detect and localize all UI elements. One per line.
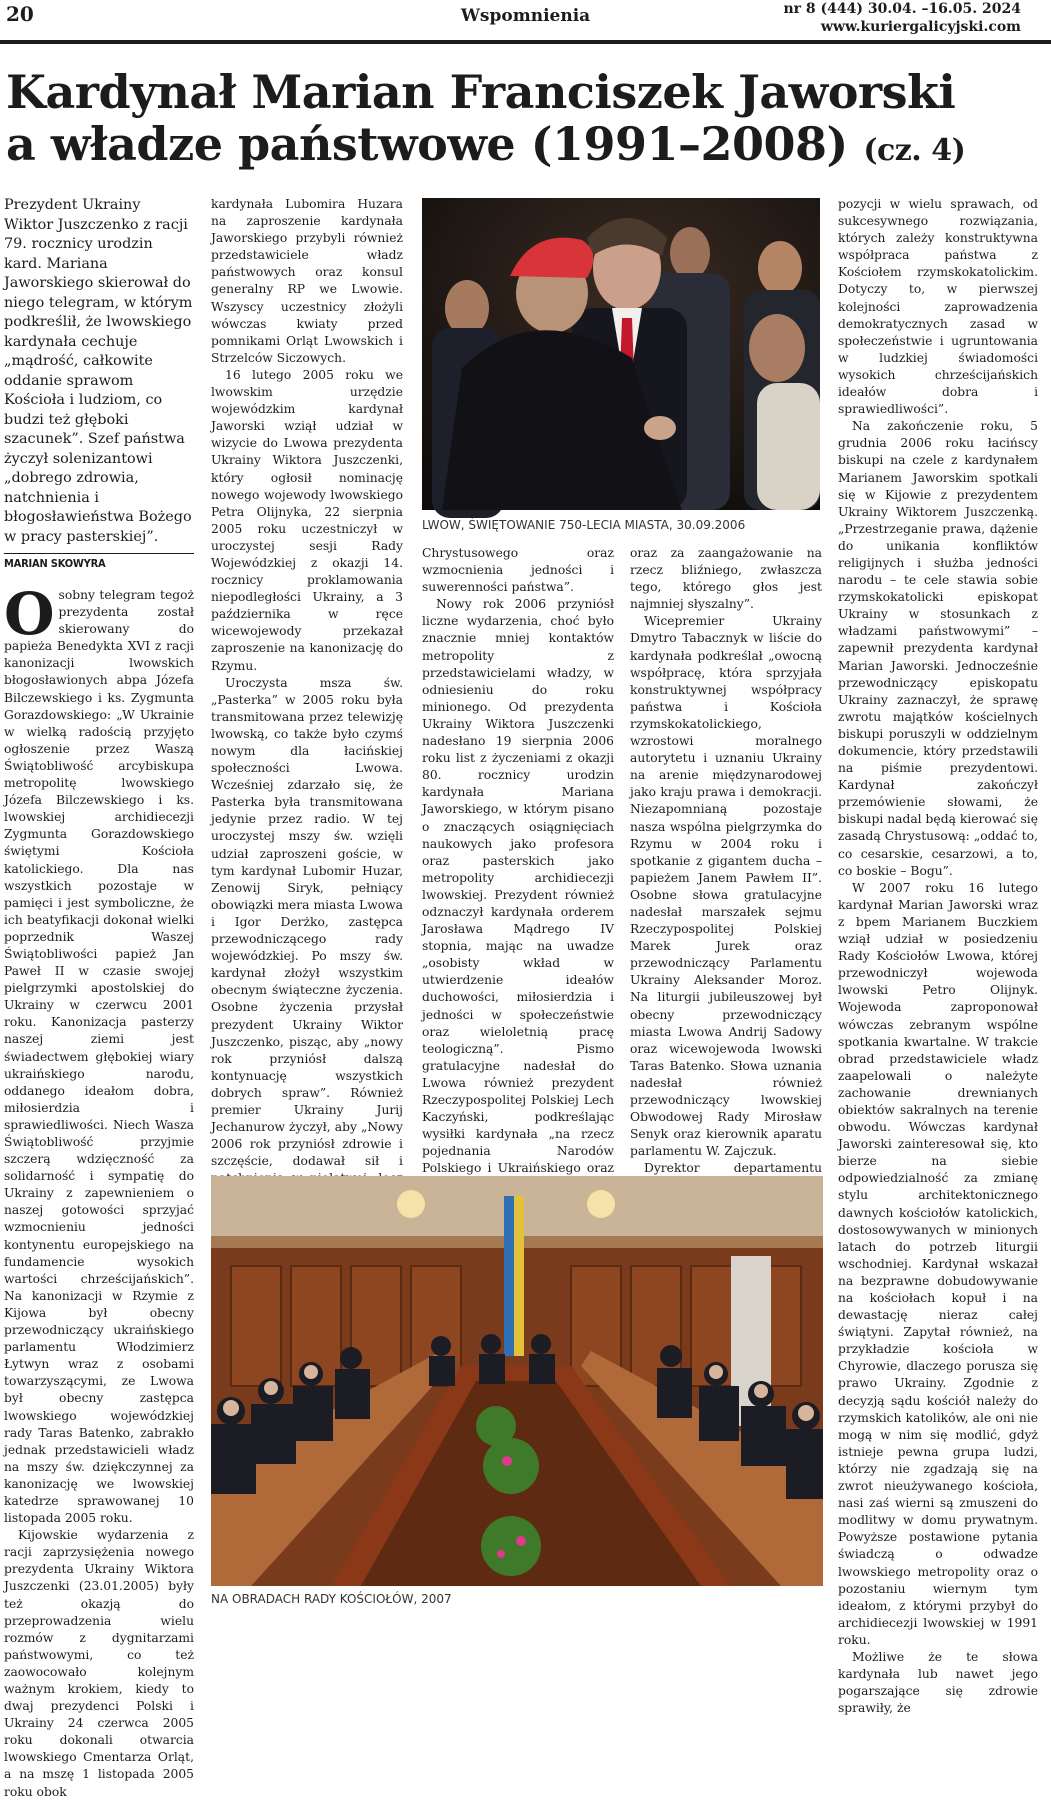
text-column-2 xyxy=(211,196,403,1169)
section-name: Wspomnienia xyxy=(460,6,591,26)
paragraph: oraz za zaangażowanie na rzecz bliźniego, zwłaszcza tego, którego głos jest najmniej słyszalny”. xyxy=(630,546,822,612)
paragraph: Możliwe że te słowa kardynała lub nawet jego pogarszające się zdrowie sprawiły, że xyxy=(838,1649,1038,1716)
drop-cap: O xyxy=(4,580,55,648)
paragraph: 16 lutego 2005 roku we lwowskim urzędzie wojewódzkim kardynał Jaworski wziął udział w wizycie do Lwowa prezydenta Ukrainy Wiktora Juszczenki, który ogłosił nominację nowego wojewody lwowskiego Petra Olijnyka, 22 sierpnia 2005 roku uczestniczył w uroczystej sesji Rady Wojewódzkiej z okazji 14. rocznicy proklamowania niepodległości Ukrainy, a 3 października w ręce wicewojewody przekazał zaproszenie na kanonizację do Rzymu. xyxy=(211,367,403,673)
text-column-3b xyxy=(630,545,822,1176)
photo-caption: NA OBRADACH RADY KOŚCIOŁÓW, 2007 xyxy=(211,1592,452,1606)
paragraph xyxy=(4,580,194,1527)
header-rule xyxy=(0,40,1051,44)
paragraph: Chrystusowego oraz wzmocnienia jedności i suwerenności państwa”. xyxy=(422,546,614,595)
paragraph: Nowy rok 2006 przyniósł liczne wydarzenia, choć było znacznie mniej kontaktów metropolity z przedstawicielami władzy, w odniesieniu do roku minionego. Od prezydenta Ukrainy Wiktora Juszczenki nadesłano 19 sierpnia 2006 roku list z życzeniami z okazji 80. rocznicy urodzin kardynała Mariana Jaworskiego, w którym pisano o znaczących osiągnięciach naukowych jako profesora oraz pasterskich jako metropolity archidiecezji lwowskiej. Prezydent również odznaczył kardynała orderem Jarosława Mądrego IV stopnia, mając na uwadze „osobisty wkład w utwierdzenie ideałów duchowości, miłosierdzia i jedności w społeczeństwie oraz wieloletnią pracę teologiczną”. Pismo gratulacyjne nadesłał do Lwowa również prezydent Rzeczypospolitej Polskiej Lech Kaczyński, podkreślając wysiłki kardynała „na rzecz pojednania Narodów Polskiego i Ukraińskiego oraz xyxy=(422,597,614,1176)
text-column-4 xyxy=(838,196,1038,1716)
photo-lwow-celebration xyxy=(422,198,820,510)
issue-info xyxy=(783,0,1021,36)
paragraph: Wicepremier Ukrainy Dmytro Tabacznyk w liście do kardynała podkreślał „owocną współpracę, która sprzyjała konstruktywnej współpracy państwa i Kościoła rzymskokatolickiego, wzrostowi moralnego autorytetu i uznaniu Ukrainy na arenie międzynarodowej jako kraju prawa i demokracji. Niezapomnianą pozostaje nasza wspólna pielgrzymka do Rzymu w 2004 roku i spotkanie z gigantem ducha – papieżem Janem Pawłem II”. Osobne słowa gratulacyjne nadesłał marszałek sejmu Rzeczypospolitej Polskiej Marek Jurek oraz przewodniczący Parlamentu Ukrainy Aleksander Moroz. Na liturgii jubileuszowej był obecny przewodniczący miasta Lwowa Andrij Sadowy oraz wicewojewoda lwowski Taras Batenko. Słowa uznania nadesłał również przewodniczący lwowskiej Obwodowej Rady Mirosław Senyk oraz kierownik aparatu parlamentu W. Zajczuk. xyxy=(630,614,822,1159)
paragraph: pozycji w wielu sprawach, od sukcesywnego rozwiązania, których zależy konstruktywna współpraca państwa z Kościołem rzymskokatolickim. Dotyczy to, w pierwszej kolejności zaprowadzenia demokratycznych zasad w społeczeństwie i ugruntowania w ludzkiej świadomości wysokich chrześcijańskich ideałów dobra i sprawiedliwości”. xyxy=(838,197,1038,417)
title-part: (cz. 4) xyxy=(863,133,966,168)
title-line-1: Kardynał Marian Franciszek Jaworski xyxy=(6,65,956,119)
lead-paragraph: Prezydent Ukrainy Wiktor Juszczenko z racji 79. rocznicy urodzin kard. Mariana Jaworskiego skierował do niego telegram, w którym podkreślił, że lwowskiego kardynała cechuje „mądrość, całkowite oddanie sprawom Kościoła i ludziom, co budzi też głęboki szacunek”. Szef państwa życzył solenizantowi „dobrego zdrowia, natchnienia i błogosławieństwa Bożego w pracy pasterskiej”. xyxy=(4,197,193,545)
website-link[interactable]: www.kuriergalicyjski.com xyxy=(820,19,1021,35)
paragraph: kardynała Lubomira Huzara na zaproszenie kardynała Jaworskiego przybyli również przedstawiciele władz państwowych oraz konsul generalny RP we Lwowie. Wszyscy uczestnicy złożyli wówczas kwiaty przed pomnikami Orląt Lwowskich i Strzelców Siczowych. xyxy=(211,197,403,365)
paragraph: W 2007 roku 16 lutego kardynał Marian Jaworski wraz z bpem Marianem Buczkiem wziął udział w posiedzeniu Rady Kościołów Lwowa, której przewodniczył wojewoda lwowski Petro Olijnyk. Wojewoda zaproponował wówczas zebranym wspólne spotkania kwartalne. W trakcie obrad przedstawiciele władz zaapelowali o należyte zachowanie drewnianych obiektów sakralnych na terenie obwodu. Wówczas kardynał Jaworski zainteresował się, kto bierze na siebie odpowiedzialność za zmianę stylu architektonicznego dawnych kościołów katolickich, dostosowywanych w minionych latach do potrzeb liturgii wschodniej. Kardynał wskazał na bezprawne dobudowywanie na kościołach kopuł i na dewastację nieraz całej świątyni. Zapytał również, na przykładzie kościoła w Chyrowie, dlaczego porusza się prawo Ukrainy. Zgodnie z decyzją sądu kościół należy do rzymskich katolików, ale oni nie mogą w nim się modlić, gdyż istnieje pewna grupa ludzi, którzy nie zgadzają się na zwrot nieużywanego kościoła, nasi zaś wierni są zmuszeni do modlitwy w domu prywatnym. Powyższe postawione pytania świadczą o odwadze lwowskiego metropolity oraz o pozostaniu wiernym tym ideałom, z którymi przybył do archidiecezji lwowskiej w 1991 roku. xyxy=(838,880,1038,1647)
paragraph: Uroczysta msza św. „Pasterka” w 2005 roku była transmitowana przez telewizję lwowską, co także było czymś nowym dla łacińskiej społeczności Lwowa. Wcześniej zdarzało się, że Pasterka była transmitowana jedynie przez radio. W tej uroczystej mszy św. wzięli udział zaproszeni goście, w tym kardynał Lubomir Huzar, Zenowij Siryk, pełniący obowiązki mera miasta Lwowa i Igor Derżko, zastępca przewodniczącego rady wojewódzkiej. Po mszy św. kardynał złożył wszystkim obecnym świąteczne życzenia. Osobne życzenia przysłał prezydent Ukrainy Wiktor Juszczenko, pisząc, aby „nowy rok przyniósł dalszą kontynuację wszystkich dobrych spraw”. Również premier Ukrainy Jurij Jechanurow życzył, aby „Nowy 2006 rok przyniósł zdrowie i szczęście, dodawał sił i xyxy=(211,675,403,1169)
paragraph: Dyrektor departamentu xyxy=(644,1161,822,1176)
paragraph-text: sobny telegram tegoż prezydenta został skierowany do papieża Benedykta XVI z racji kanonizacji lwowskich błogosławionych abpa Józefa Bilczewskiego i ks. Zygmunta Gorazdowskiego: „W Ukrainie w wielką radością przyjęto ogłoszenie przez Waszą Świątobliwość arcybiskupa metropolitę lwowskiego Józefa Bilczewskiego i ks. lwowskiej archidiecezji Zygmunta Gorazdowskiego świętymi Kościoła katolickiego. Dla nas wszystkich pozostaje w pamięci i jest symboliczne, że ich beatyfikacji dokonał wielki poprzednik Waszej Świątobliwości papież Jan Paweł II w czasie swojej pielgrzymki apostolskiej do Ukrainy w czerwcu 2001 roku. Kanonizacja pasterzy naszej ziemi jest świadectwem głębokiej wiary ukraińskiego narodu, oddanego ideałom dobra, miłosierdzia i sprawiedliwości. Niech Wasza Świątobliwość przyjmie szczerą wdzięczność za solidarność i sympatię do Ukrainy z zapewnieniem o naszej gotowości sprzyjać wzmocnieniu jedności kontynentu europejskiego na fundamencie wysokich wartości chrześcijańskich”. Na kanonizacji w Rzymie z Kijowa był obecny przewodniczący ukraińskiego parlamentu Włodzimierz Łytwyn wraz z osobami towarzyszącymi, ze Lwowa był obecny zastępca lwowskiego wojewódzkiej rady Taras Batenko, zabrakło jednak przedstawicieli władz na mszy św. dziękczynnej za kanonizację we lwowskiej katedrze sprawowanej 10 listopada 2005 roku. xyxy=(4,588,194,1526)
title-line-2: a władze państwowe (1991–2008) xyxy=(6,117,848,171)
photo-caption: LWOW, ŚWIĘTOWANIE 750-LECIA MIASTA, 30.09.2006 xyxy=(422,518,746,532)
text-column-3a xyxy=(422,545,614,1176)
photo-council-meeting xyxy=(211,1176,823,1586)
issue-number: nr 8 (444) 30.04. –16.05. 2024 xyxy=(783,1,1021,17)
article-title xyxy=(6,66,1046,177)
page-number: 20 xyxy=(6,2,34,26)
lead-divider xyxy=(4,553,194,554)
paragraph: Na zakończenie roku, 5 grudnia 2006 roku łacińscy biskupi na czele z kardynałem Marianem Jaworskim spotkali się w Kijowie z prezydentem Ukrainy Wiktorem Juszczenką. „Przestrzeganie prawa, dążenie do unikania konfliktów religijnych i służba jedności narodu – te cele stawia sobie rzymskokatolicki episkopat Ukrainy w stosunkach z władzami państwowymi” – zapewnił prezydenta kardynał Marian Jaworski. Jednocześnie przewodniczący episkopatu Ukrainy zaznaczył, że sprawę zwrotu majątków kościelnych biskupi poruszyli w oddzielnym dokumencie, który przedstawili na piśmie prezydentowi. Kardynał zakończył przemówienie słowami, że biskupi nadal będą kierować się zasadą Chrystusową: „oddać to, co cesarskie, cesarzowi, a to, co boskie – Bogu”. xyxy=(838,419,1038,878)
author-name: MARIAN SKOWYRA xyxy=(4,557,106,570)
paragraph: Kijowskie wydarzenia z racji zaprzysiężenia nowego prezydenta Ukrainy Wiktora Juszczenki (23.01.2005) były też okazją do przeprowadzenia wielu rozmów z dygnitarzami państwowymi, co też zaowocowało kolejnym ważnym krokiem, kiedy to dwaj prezydenci Polski i Ukrainy 24 czerwca 2005 roku dokonali otwarcia lwowskiego Cmentarza Orląt, a na mszę 1 listopada 2005 roku obok xyxy=(4,1528,194,1799)
text-column-1 xyxy=(4,580,194,1799)
